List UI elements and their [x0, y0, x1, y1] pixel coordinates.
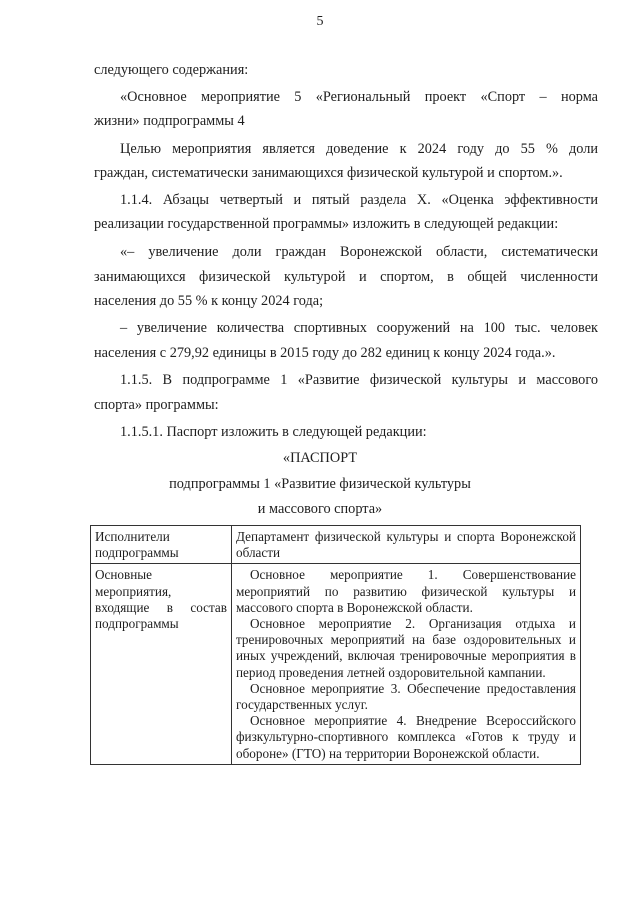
- passport-title: «ПАСПОРТ: [282, 450, 358, 466]
- paragraph-indicator-1-line3: населения до 55 % к концу 2024 года;: [94, 293, 324, 309]
- table-row: [91, 564, 581, 764]
- paragraph-1-1-5-line1: 1.1.5. В подпрограмме 1 «Развитие физической культуры и массового: [120, 372, 598, 388]
- row-value-executors: [232, 526, 581, 564]
- row-label-executors: Исполнители подпрограммы: [91, 526, 232, 564]
- paragraph-1-1-5-1: 1.1.5.1. Паспорт изложить в следующей редакции:: [120, 424, 427, 440]
- paragraph-goal-line1: Целью мероприятия является доведение к 2024 году до 55 % доли: [120, 141, 598, 157]
- paragraph-main-event-5-line2: жизни» подпрограммы 4: [94, 113, 245, 129]
- paragraph-1-1-4-line2: реализации государственной программы» изложить в следующей редакции:: [94, 216, 559, 232]
- passport-table: [90, 525, 581, 765]
- paragraph-goal-line2: граждан, систематически занимающихся физической культурой и спортом.».: [94, 165, 563, 181]
- paragraph-1-1-4-line1: 1.1.4. Абзацы четвертый и пятый раздела X. «Оценка эффективности: [120, 192, 598, 208]
- passport-subtitle-line2: и массового спорта»: [257, 501, 383, 517]
- row-value-main-events: [232, 564, 581, 764]
- row-label-main-events: [91, 564, 232, 764]
- paragraph-indicator-2-line1: – увеличение количества спортивных сооружений на 100 тыс. человек: [120, 320, 598, 336]
- paragraph-indicator-2-line2: населения с 279,92 единицы в 2015 году до 282 единиц к концу 2024 года.».: [94, 345, 556, 361]
- main-event-2: Основное мероприятие 2. Организация отдыха и тренировочных мероприятий на базе оздоровительных и иных учреждений, включая тренировочные мероприятия в период проведения летней оздоровительной кампании.: [236, 616, 576, 680]
- paragraph-indicator-1-line1: «– увеличение доли граждан Воронежской области, систематически: [120, 244, 598, 260]
- paragraph-indicator-1-line2: занимающихся физической культурой и спортом, в общей численности: [94, 269, 598, 285]
- main-event-1: Основное мероприятие 1. Совершенствование мероприятий по развитию физической культуры и массового спорта в Воронежской области.: [236, 567, 576, 615]
- paragraph-intro: следующего содержания:: [94, 62, 249, 78]
- main-event-3: Основное мероприятие 3. Обеспечение предоставления государственных услуг.: [236, 680, 576, 713]
- paragraph-main-event-5-line1: «Основное мероприятие 5 «Региональный проект «Спорт – норма: [120, 89, 598, 105]
- page-number: 5: [316, 14, 324, 29]
- passport-subtitle-line1: подпрограммы 1 «Развитие физической культуры: [169, 476, 471, 492]
- executors-text: Департамент физической культуры и спорта Воронежской области: [236, 529, 576, 561]
- main-events-label-text: Основные мероприятия, входящие в состав подпрограммы: [95, 567, 227, 632]
- table-row: [91, 526, 581, 564]
- main-event-4: Основное мероприятие 4. Внедрение Всероссийского физкультурно-спортивного комплекса «Готов к труду и обороне» (ГТО) на территории Воронежской области.: [236, 713, 576, 761]
- paragraph-1-1-5-line2: спорта» программы:: [94, 397, 219, 413]
